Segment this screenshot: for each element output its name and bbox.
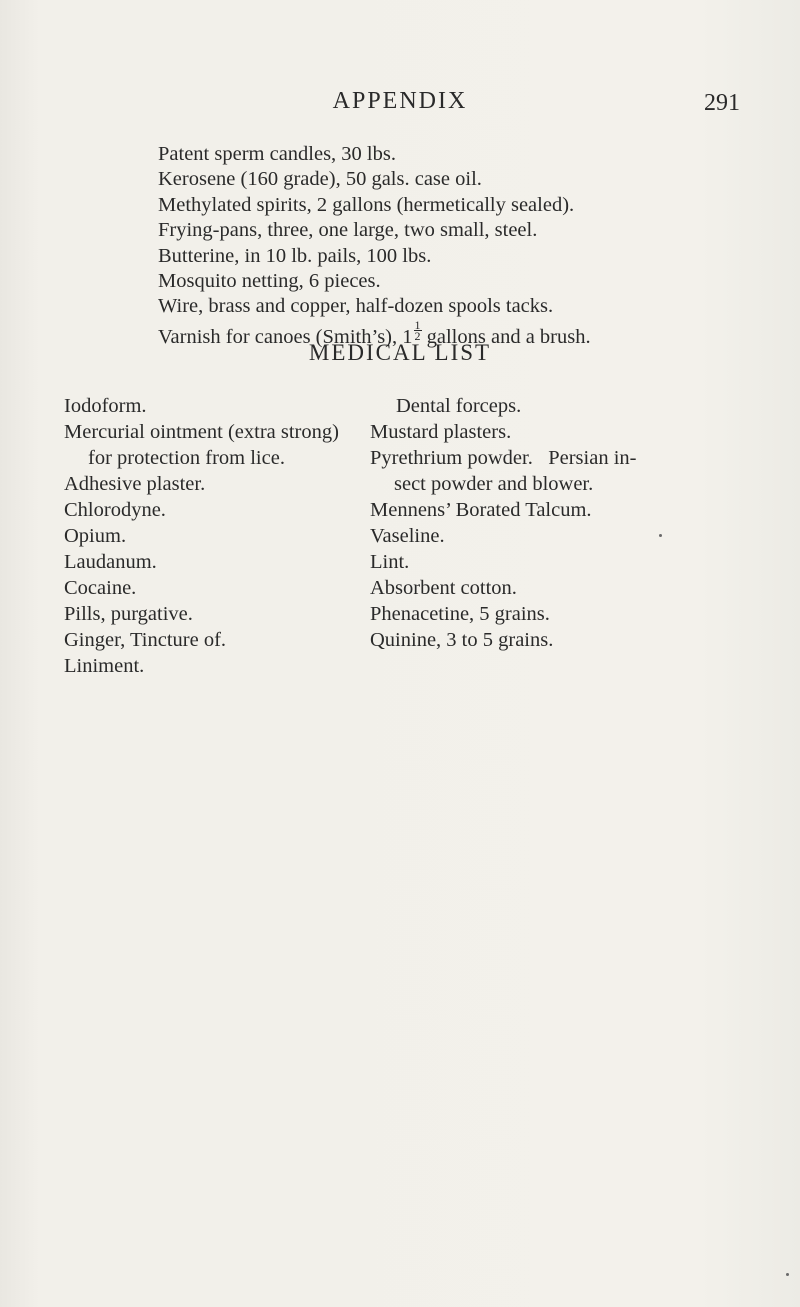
medical-item: Chlorodyne. bbox=[64, 499, 166, 521]
medical-item: Pills, purgative. bbox=[64, 603, 193, 625]
supplies-item: Methylated spirits, 2 gallons (hermetically sealed). bbox=[158, 193, 575, 216]
fraction bbox=[414, 317, 422, 343]
fraction-denominator: 2 bbox=[414, 328, 421, 343]
medical-item: Iodoform. bbox=[64, 395, 147, 417]
medical-item-continuation: sect powder and blower. bbox=[394, 473, 594, 495]
supplies-item: Mosquito netting, 6 pieces. bbox=[158, 270, 381, 293]
medical-list-right-column bbox=[370, 393, 670, 653]
medical-item: Lint. bbox=[370, 551, 410, 573]
medical-item: Quinine, 3 to 5 grains. bbox=[370, 629, 554, 651]
section-title: MEDICAL LIST bbox=[308, 340, 492, 365]
medical-item: Ginger, Tincture of. bbox=[64, 629, 227, 651]
medical-item: Laudanum. bbox=[64, 551, 157, 573]
medical-list-left-column bbox=[64, 393, 368, 679]
print-speck bbox=[659, 534, 662, 537]
supplies-item: Wire, brass and copper, half-dozen spools tacks. bbox=[158, 295, 554, 318]
medical-item-continuation: for protection from lice. bbox=[88, 447, 285, 469]
medical-item: Liniment. bbox=[64, 655, 145, 677]
supplies-item-text: Varnish for canoes (Smith’s), 1 bbox=[158, 325, 413, 348]
medical-item: Cocaine. bbox=[64, 577, 137, 599]
medical-item: Phenacetine, 5 grains. bbox=[370, 603, 550, 625]
medical-item: Vaseline. bbox=[370, 525, 445, 547]
medical-item: Adhesive plaster. bbox=[64, 473, 206, 495]
medical-item: Pyrethrium powder. Persian in- bbox=[370, 447, 637, 469]
running-head-title: APPENDIX bbox=[332, 88, 468, 114]
medical-item: Mustard plasters. bbox=[370, 421, 512, 443]
medical-item: Opium. bbox=[64, 525, 127, 547]
supplies-item: Frying-pans, three, one large, two small, steel. bbox=[158, 219, 538, 242]
supplies-item: Butterine, in 10 lb. pails, 100 lbs. bbox=[158, 244, 432, 267]
supplies-list bbox=[158, 142, 718, 350]
supplies-item: Patent sperm candles, 30 lbs. bbox=[158, 143, 396, 165]
fraction-numerator: 1 bbox=[414, 317, 421, 332]
supplies-item-text: gallons and a brush. bbox=[421, 325, 591, 348]
print-speck bbox=[786, 1273, 789, 1276]
medical-item: Mercurial ointment (extra strong) bbox=[64, 421, 339, 443]
medical-item: Mennens’ Borated Talcum. bbox=[370, 499, 592, 521]
medical-item: Absorbent cotton. bbox=[370, 577, 517, 599]
page-number: 291 bbox=[704, 90, 740, 116]
supplies-item: Kerosene (160 grade), 50 gals. case oil. bbox=[158, 168, 482, 191]
medical-item: Dental forceps. bbox=[396, 395, 522, 417]
